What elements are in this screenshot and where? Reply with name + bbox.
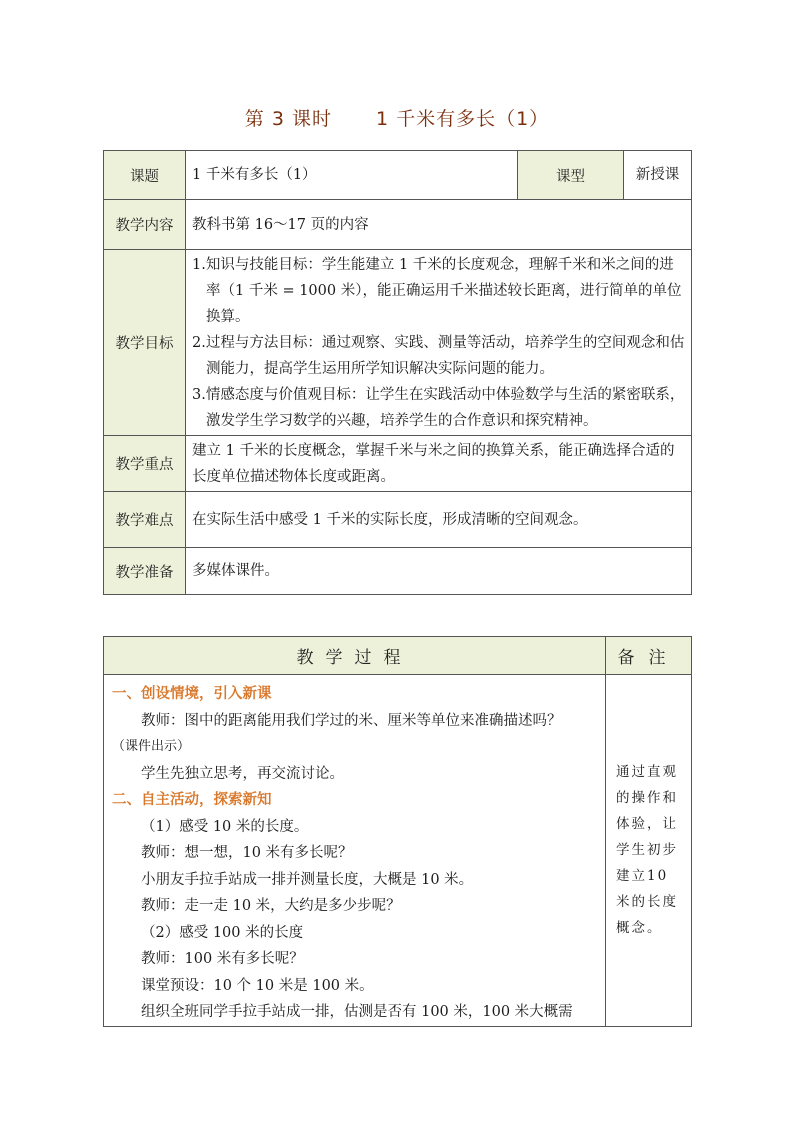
content-row	[104, 200, 692, 250]
content-label: 教学内容	[104, 200, 186, 250]
process-line: 组织全班同学手拉手站成一排，估测是否有 100 米，100 米大概需	[141, 1004, 573, 1020]
goals-row	[104, 250, 692, 436]
goals-label: 教学目标	[104, 250, 186, 436]
type-label: 课型	[518, 151, 624, 200]
process-line: 教师：想一想，10 米有多长呢？	[141, 845, 353, 861]
process-line: 教师：走一走 10 米，大约是多少步呢？	[141, 898, 401, 914]
notes-cell: 通过直观的操作和体验，让学生初步建立10米的长度概念。	[606, 675, 692, 1027]
process-body-row	[104, 675, 692, 1027]
goals-list	[192, 252, 685, 434]
topic-value: 1 千米有多长（1）	[186, 151, 518, 200]
process-line: 课堂预设：10 个 10 米是 100 米。	[141, 977, 374, 994]
difficulty-value: 在实际生活中感受 1 千米的实际长度，形成清晰的空间观念。	[186, 492, 692, 548]
difficulty-row	[104, 492, 692, 548]
prep-row	[104, 548, 692, 595]
process-line: 小朋友手拉手站成一排并测量长度，大概是 10 米。	[141, 871, 474, 888]
process-line: （1）感受 10 米的长度。	[141, 818, 309, 835]
process-header-row	[104, 637, 692, 675]
topic-row	[104, 151, 692, 200]
process-line: 教师：100 米有多长呢？	[141, 951, 304, 967]
process-line: （2）感受 100 米的长度	[141, 924, 304, 941]
goal-item: 3.情感态度与价值观目标：让学生在实践活动中体验数学与生活的紧密联系，激发学生学习数学的兴趣，培养学生的合作意识和探究精神。	[192, 386, 685, 429]
type-value: 新授课	[624, 151, 692, 200]
content-value: 教科书第 16～17 页的内容	[186, 200, 692, 250]
lesson-topic: 1 千米有多长（1）	[375, 108, 550, 130]
goal-item: 2.过程与方法目标：通过观察、实践、测量等活动，培养学生的空间观念和估测能力，提高学生运用所学知识解决实际问题的能力。	[192, 334, 685, 377]
prep-label: 教学准备	[104, 548, 186, 595]
key-row	[104, 436, 692, 492]
process-line: （课件出示）	[112, 739, 191, 754]
notes-header: 备注	[606, 637, 692, 675]
process-line: 学生先独立思考，再交流讨论。	[141, 765, 344, 782]
section-1-title: 一、创设情境，引入新课	[112, 686, 272, 702]
process-content	[104, 675, 606, 1027]
key-value: 建立 1 千米的长度概念，掌握千米与米之间的换算关系，能正确选择合适的长度单位描述物体长度或距离。	[186, 436, 692, 492]
section-2-title: 二、自主活动，探索新知	[112, 792, 272, 808]
process-header: 教学过程	[104, 637, 606, 675]
goal-item: 1.知识与技能目标：学生能建立 1 千米的长度观念，理解千米和米之间的进率（1 千米 = 1000 米），能正确运用千米描述较长距离，进行简单的单位换算。	[192, 256, 682, 325]
difficulty-label: 教学难点	[104, 492, 186, 548]
key-label: 教学重点	[104, 436, 186, 492]
process-line: 教师：图中的距离能用我们学过的米、厘米等单位来准确描述吗？	[141, 712, 562, 729]
lesson-info-table	[103, 150, 692, 595]
goals-cell	[186, 250, 692, 436]
teaching-process-table	[103, 636, 692, 1027]
lesson-number: 第 3 课时	[244, 108, 332, 130]
page-title	[0, 104, 794, 131]
topic-label: 课题	[104, 151, 186, 200]
prep-value: 多媒体课件。	[186, 548, 692, 595]
